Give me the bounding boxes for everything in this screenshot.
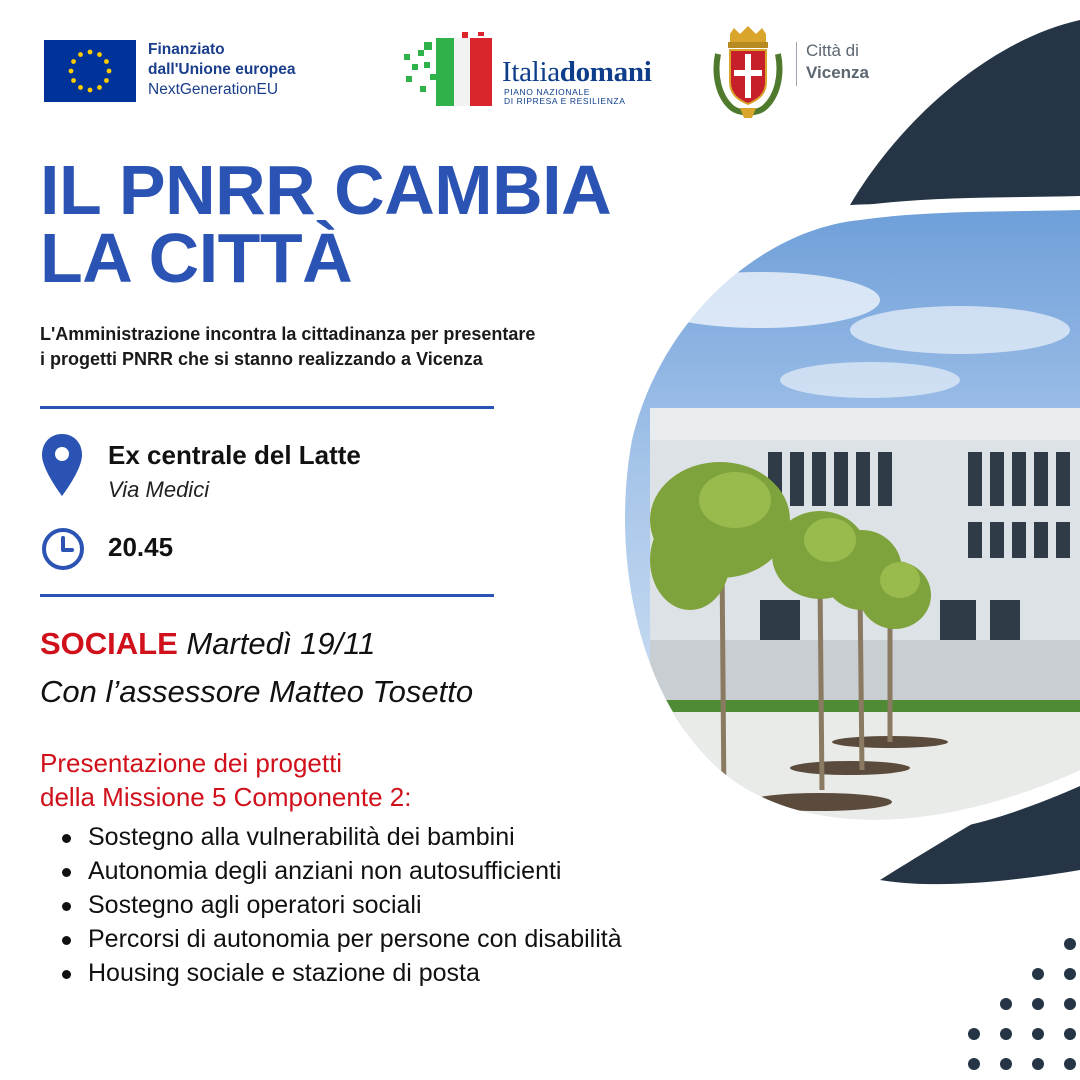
divider-top	[40, 406, 494, 409]
presentation-line1: Presentazione dei progetti	[40, 748, 343, 778]
title-line1: IL PNRR CAMBIA	[40, 151, 612, 229]
event-time: 20.45	[108, 532, 174, 562]
divider-bottom	[40, 594, 494, 597]
location-pin-icon	[40, 432, 84, 498]
event-heading	[40, 626, 375, 662]
title-line2: LA CITTÀ	[40, 219, 353, 297]
vicenza-label-line1: Città di	[806, 41, 859, 60]
italia-domani-wordmark	[502, 56, 651, 89]
subtitle-line1: L'Amministrazione incontra la cittadinanza per presentare	[40, 324, 536, 344]
list-item: Housing sociale e stazione di posta	[58, 956, 622, 990]
eu-label-line1: Finanziato	[148, 41, 225, 58]
subtitle-line2: i progetti PNRR che si stanno realizzando a Vicenza	[40, 349, 483, 369]
event-date: Martedì 19/11	[186, 626, 376, 661]
location-street: Via Medici	[108, 477, 210, 502]
list-item: Percorsi di autonomia per persone con disabilità	[58, 922, 622, 956]
event-tag: SOCIALE	[40, 626, 178, 661]
eu-label-line3: NextGenerationEU	[148, 81, 279, 98]
eu-flag-icon	[44, 40, 136, 102]
domani-word: domani	[559, 56, 652, 88]
dots-decoration	[960, 930, 1080, 1080]
clock-icon	[40, 526, 86, 572]
eu-funding-label	[148, 40, 296, 100]
vicenza-label-line2: Vicenza	[806, 63, 870, 82]
vicenza-divider	[796, 42, 797, 86]
event-host: Con l’assessore Matteo Tosetto	[40, 674, 474, 709]
list-item: Sostegno alla vulnerabilità dei bambini	[58, 820, 622, 854]
page-title	[40, 151, 720, 297]
eu-label-line2: dall'Unione europea	[148, 61, 296, 78]
italia-sub-line2: DI RIPRESA E RESILIENZA	[504, 96, 626, 106]
italia-domani-mark-icon	[402, 32, 496, 110]
presentation-heading	[40, 746, 411, 814]
list-item: Sostegno agli operatori sociali	[58, 888, 622, 922]
list-item: Autonomia degli anziani non autosufficienti	[58, 854, 622, 888]
page-subtitle	[40, 322, 700, 372]
italia-word: Italia	[502, 56, 560, 88]
location-name: Ex centrale del Latte	[108, 440, 361, 470]
italia-sub-line1: PIANO NAZIONALE	[504, 87, 590, 97]
projects-list	[58, 820, 622, 990]
italia-domani-subtitle	[504, 88, 626, 106]
vicenza-crest-icon	[712, 24, 784, 120]
presentation-line2: della Missione 5 Componente 2:	[40, 782, 412, 812]
vicenza-label	[806, 40, 869, 84]
building-photo	[600, 200, 1080, 852]
